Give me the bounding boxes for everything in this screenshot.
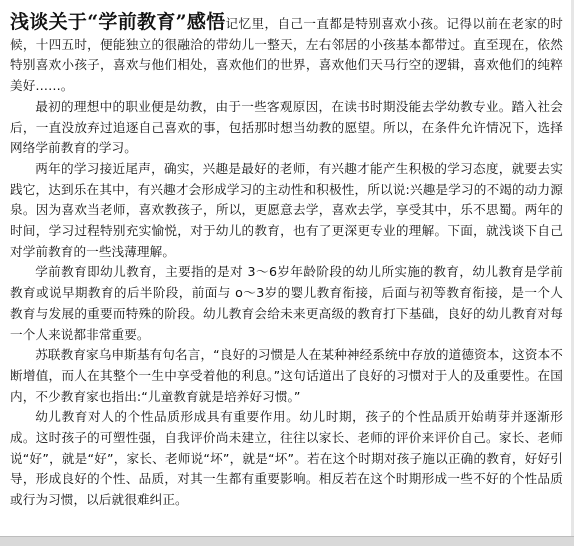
paragraph-2: 最初的理想中的职业便是幼教，由于一些客观原因，在读书时期没能去学幼教专业。踏入社会后，一直没放弃过追逐自己喜欢的事，包括那时想当幼教的愿望。所以，在条件允许情况下，选择网络学前教育的学习。	[10, 98, 563, 156]
paragraph-1-text: 记忆里，自己一直都是特别喜欢小孩。记得以前在老家的时候，十四五时，便能独立的很融洽的带幼儿一整天，左右邻居的小孩基本都带过。直至现在，依然特别喜欢小孩子，喜欢与他们相处，喜欢他们的世界，喜欢他们天马行空的逻辑，喜欢他们的纯粹美好……。	[10, 16, 564, 94]
paragraph-6: 幼儿教育对人的个性品质形成具有重要作用。幼儿时期，孩子的个性品质开始萌芽并逐渐形成。这时孩子的可塑性强，自我评价尚未建立，往往以家长、老师的评价来评价自己。家长、老师说“好”，就是“好”，家长、老师说“坏”，就是“坏”。若在这个时期对孩子施以正确的教育，好好引导，形成良好的个性、品质，对其一生都有重要影响。相反若在这个时期形成一些不好的个性品质或行为习惯，以后就很难纠正。	[10, 409, 563, 508]
paragraph-4: 学前教育即幼儿教育，主要指的是对 3～6岁年龄阶段的幼儿所实施的教育，幼儿教育是学前教育或说早期教育的后半阶段，前面与 o～3岁的婴儿教育衔接，后面与初等教育衔接，是一个人教育与发展的重要而特殊的阶段。幼儿教育会给未来更高级的教育打下基础，良好的幼儿教育对每一个人来说都非常重要。	[10, 264, 563, 342]
page-bottom-edge	[0, 536, 574, 546]
paragraph-5: 苏联教育家乌申斯基有句名言，“良好的习惯是人在某种神经系统中存放的道德资本，这资本不断增值，而人在其整个一生中享受着他的利息。”这句话道出了良好的习惯对于人的及重要性。在国内，不少教育家也指出:“儿童教育就是培养好习惯。”	[10, 347, 563, 404]
article-title: 浅谈关于“学前教育”感悟	[10, 11, 226, 33]
paragraph-3: 两年的学习接近尾声，确实，兴趣是最好的老师，有兴趣才能产生积极的学习态度，就要去实践它，达到乐在其中，有兴趣才会形成学习的主动性和积极性，所以说:兴趣是学习的不竭的动力源泉。因为喜欢当老师，喜欢教孩子，所以，更愿意去学，喜欢去学，享受其中，乐不思蜀。两年的时间，学习过程特别充实愉悦，对于幼儿的教育，也有了更深更专业的理解。下面，就浅谈下自己对学前教育的一些浅薄理解。	[10, 160, 563, 259]
paragraph-1	[10, 12, 563, 97]
article-body	[10, 12, 563, 511]
